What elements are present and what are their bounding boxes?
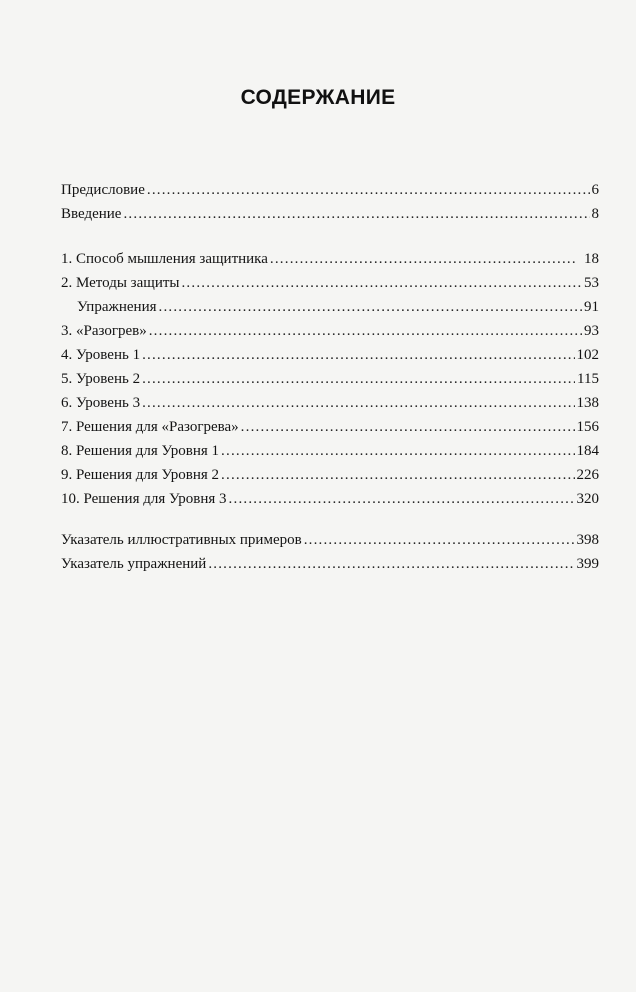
toc-entry-chapter-1[interactable]	[61, 248, 599, 270]
toc-entry-exercises[interactable]	[77, 296, 599, 318]
toc-entry-label: 4. Уровень 1	[61, 347, 141, 363]
dot-leader	[229, 488, 575, 510]
toc-entry-label: 6. Уровень 3	[61, 395, 141, 411]
toc-entry-page: 6	[591, 182, 599, 198]
dot-leader	[221, 440, 574, 462]
toc-entry-page: 156	[576, 419, 599, 435]
toc-entry-introduction[interactable]	[61, 203, 599, 225]
toc-entry-chapter-9[interactable]	[61, 464, 599, 486]
toc-entry-label: Предисловие	[61, 182, 145, 198]
dot-leader	[142, 344, 574, 366]
toc-entry-page: 138	[576, 395, 599, 411]
page-title: СОДЕРЖАНИЕ	[240, 86, 396, 109]
toc-entry-page: 18	[584, 251, 599, 267]
toc-entry-page: 115	[577, 371, 599, 387]
toc-entry-chapter-10[interactable]	[61, 488, 599, 510]
toc-entry-label: 8. Решения для Уровня 1	[61, 443, 220, 459]
dot-leader	[241, 416, 575, 438]
dot-leader	[181, 272, 582, 294]
toc-entry-label: 10. Решения для Уровня 3	[61, 491, 227, 507]
toc-entry-label: 3. «Разогрев»	[61, 323, 147, 339]
toc-entry-chapter-5[interactable]	[61, 368, 599, 390]
toc-entry-label: Указатель иллюстративных примеров	[61, 532, 302, 548]
toc-entry-label: Упражнения	[77, 299, 157, 315]
dot-leader	[304, 529, 575, 551]
dot-leader	[142, 368, 575, 390]
dot-leader	[147, 179, 590, 201]
dot-leader	[221, 464, 574, 486]
toc-entry-page: 320	[576, 491, 599, 507]
toc-entry-label: 5. Уровень 2	[61, 371, 141, 387]
dot-leader	[208, 553, 574, 575]
toc-entry-chapter-7[interactable]	[61, 416, 599, 438]
toc-entry-label: Введение	[61, 206, 122, 222]
toc-entry-page: 91	[584, 299, 599, 315]
toc-entry-page: 184	[576, 443, 599, 459]
toc-entry-chapter-3[interactable]	[61, 320, 599, 342]
toc-entry-chapter-8[interactable]	[61, 440, 599, 462]
toc-entry-preface[interactable]	[61, 179, 599, 201]
toc-entry-chapter-2[interactable]	[61, 272, 599, 294]
toc-entry-page: 102	[576, 347, 599, 363]
dot-leader	[159, 296, 583, 318]
toc-entry-page: 53	[584, 275, 599, 291]
toc-entry-chapter-4[interactable]	[61, 344, 599, 366]
dot-leader	[123, 203, 589, 225]
dot-leader	[270, 248, 576, 270]
toc-entry-page: 226	[576, 467, 599, 483]
toc-entry-label: Указатель упражнений	[61, 556, 207, 572]
toc-entry-page: 93	[584, 323, 599, 339]
toc-entry-label: 7. Решения для «Разогрева»	[61, 419, 239, 435]
dot-leader	[142, 392, 574, 414]
toc-entry-exercise-index[interactable]	[61, 553, 599, 575]
toc-entry-label: 9. Решения для Уровня 2	[61, 467, 220, 483]
dot-leader	[149, 320, 582, 342]
toc-entry-label: 1. Способ мышления защитника	[61, 251, 268, 267]
toc-entry-label: 2. Методы защиты	[61, 275, 180, 291]
toc-entry-page: 399	[576, 556, 599, 572]
toc-entry-chapter-6[interactable]	[61, 392, 599, 414]
toc-entry-page: 398	[576, 532, 599, 548]
toc-entry-illustrative-index[interactable]	[61, 529, 599, 551]
toc-entry-page: 8	[591, 206, 599, 222]
